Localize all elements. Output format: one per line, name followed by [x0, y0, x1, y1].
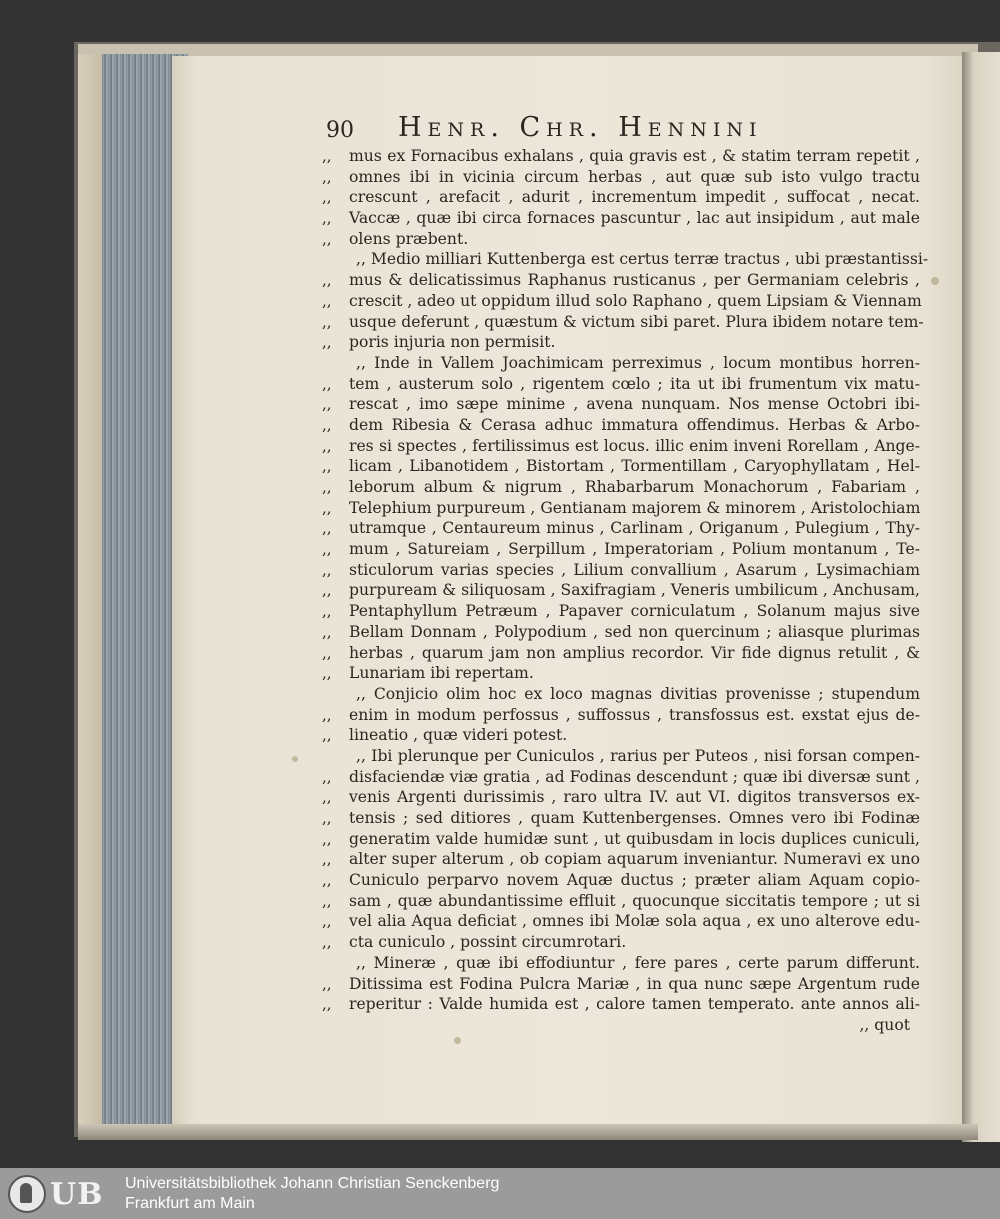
text-line [320, 622, 920, 643]
facing-page-edge [962, 52, 1000, 1142]
text-line [320, 643, 920, 664]
text-line [320, 187, 920, 208]
quotation-mark: ,, [322, 809, 332, 827]
line-text: tem , austerum solo , rigentem cœlo ; ita ut ibi frumentum vix matu- [349, 374, 920, 393]
quotation-mark: ,, [322, 415, 332, 434]
text-line [320, 312, 924, 333]
quotation-mark: ,, [322, 705, 332, 724]
line-text: enim in modum perfossus , suffossus , transfossus est. exstat ejus de- [349, 705, 920, 724]
quotation-mark: ,, [322, 602, 332, 621]
line-text: cta cuniculo , possint circumrotari. [349, 933, 627, 952]
quotation-mark: ,, [322, 291, 332, 310]
quotation-mark: ,, [322, 540, 332, 559]
line-text: disfaciendæ viæ gratia , ad Fodinas descendunt ; quæ ibi diversæ sunt , [349, 767, 920, 786]
text-line [320, 394, 920, 415]
text-line [320, 932, 920, 953]
quotation-mark: ,, [322, 850, 332, 869]
text-line [320, 994, 920, 1015]
line-text: omnes ibi in vicinia circum herbas , aut quæ sub isto vulgo tractu [349, 167, 920, 186]
line-text: crescunt , arefacit , adurit , incrementum impedit , suffocat , necat. [349, 188, 920, 207]
line-text: mus & delicatissimus Raphanus rusticanus , per Germaniam celebris , [349, 271, 920, 290]
quotation-mark: ,, [322, 457, 332, 476]
line-text: sticulorum varias species , Lilium convallium , Asarum , Lysimachiam [349, 560, 920, 579]
line-text: venis Argenti durissimis , raro ultra IV. aut VI. digitos transversos ex- [349, 788, 920, 807]
text-line [320, 663, 920, 684]
line-text: purpuream & siliquosam , Saxifragiam , Veneris umbilicum , Anchusam, [349, 581, 920, 600]
line-text: ,, Medio milliari Kuttenberga est certus terræ tractus , ubi præstantissi- [356, 250, 929, 269]
line-text: ,, Mineræ , quæ ibi effodiuntur , fere pares , certe parum differunt. [356, 953, 920, 972]
text-line [320, 374, 920, 395]
line-text: mum , Satureiam , Serpillum , Imperatoriam , Polium montanum , Te- [349, 540, 920, 559]
text-line [320, 146, 920, 167]
text-line [320, 518, 920, 539]
quotation-mark: ,, [322, 188, 332, 207]
line-text: ,, Inde in Vallem Joachimicam perreximus , locum montibus horren- [356, 353, 920, 372]
line-text: Bellam Donnam , Polypodium , sed non quercinum ; aliasque plurimas [349, 622, 920, 641]
line-text: alter super alterum , ob copiam aquarum inveniantur. Numeravi ex uno [349, 850, 920, 869]
text-line [320, 705, 920, 726]
quotation-mark: ,, [322, 560, 332, 579]
ub-logo[interactable] [8, 1174, 116, 1214]
book-bottom-edge [78, 1124, 978, 1140]
quotation-mark: ,, [322, 209, 332, 228]
text-line [320, 870, 920, 891]
text-line [320, 270, 920, 291]
line-text: Cuniculo perparvo novem Aquæ ductus ; præter aliam Aquam copio- [349, 871, 920, 890]
line-text: sam , quæ abundantissime effluit , quocunque siccitatis tempore ; ut si [349, 891, 920, 910]
line-text: Lunariam ibi repertam. [349, 664, 534, 683]
logo-text: UB [50, 1176, 104, 1212]
page-number: 90 [326, 118, 354, 143]
line-text: ,, Ibi plerunque per Cuniculos , rarius per Puteos , nisi forsan compen- [356, 746, 920, 765]
line-text: vel alia Aqua deficiat , omnes ibi Molæ sola aqua , ex uno alterove edu- [349, 912, 920, 931]
library-footer [0, 1168, 1000, 1219]
text-line [320, 167, 920, 188]
line-text: licam , Libanotidem , Bistortam , Tormentillam , Caryophyllatam , Hel- [349, 457, 920, 476]
paper-stain [931, 277, 939, 285]
text-line [320, 498, 920, 519]
line-text: lineatio , quæ videri potest. [349, 726, 568, 745]
line-text: Ditissima est Fodina Pulcra Mariæ , in qua nunc sæpe Argentum rude [349, 974, 920, 993]
text-line [320, 911, 920, 932]
quotation-mark: ,, [322, 167, 332, 186]
line-text: generatim valde humidæ sunt , ut quibusdam in locis duplices cuniculi, [349, 829, 920, 848]
quotation-mark: ,, [322, 726, 332, 745]
line-text: utramque , Centaureum minus , Carlinam , Origanum , Pulegium , Thy- [349, 519, 920, 538]
line-text: usque deferunt , quæstum & victum sibi paret. Plura ibidem notare tem- [349, 312, 924, 331]
line-text: ,, quot [859, 1015, 910, 1034]
line-text: rescat , imo sæpe minime , avena nunquam. Nos mense Octobri ibi- [349, 395, 920, 414]
line-text: res si spectes , fertilissimus est locus. illic enim inveni Rorellam , Ange- [349, 436, 920, 455]
quotation-mark: ,, [322, 436, 332, 455]
text-line [320, 436, 920, 457]
line-text: olens præbent. [349, 229, 469, 248]
text-line [320, 953, 920, 974]
paper-stain [454, 1037, 461, 1044]
quotation-mark: ,, [322, 767, 332, 786]
quotation-mark: ,, [322, 643, 332, 662]
line-text: reperitur : Valde humida est , calore tamen temperato. ante annos ali- [349, 995, 920, 1014]
text-line [320, 560, 920, 581]
text-line [320, 415, 920, 436]
institution-name: Universitätsbibliothek Johann Christian Senckenberg [125, 1175, 500, 1192]
text-line [320, 332, 920, 353]
text-line [320, 353, 920, 374]
text-line [320, 974, 920, 995]
text-line [320, 849, 920, 870]
line-text: Telephium purpureum , Gentianam majorem & minorem , Aristolochiam [349, 498, 921, 517]
catchword [320, 1015, 920, 1036]
text-line [320, 787, 920, 808]
text-line [320, 208, 920, 229]
senckenberg-seal-icon [8, 1175, 46, 1213]
line-text: leborum album & nigrum , Rhabarbarum Monachorum , Fabariam , [349, 478, 920, 496]
quotation-mark: ,, [322, 229, 332, 248]
quotation-mark: ,, [322, 995, 332, 1014]
line-text: Vaccæ , quæ ibi circa fornaces pascuntur , lac aut insipidum , aut male [349, 209, 920, 228]
paper-stain [292, 756, 298, 762]
running-header [326, 112, 906, 146]
quotation-mark: ,, [322, 333, 332, 352]
text-line [320, 891, 920, 912]
text-line [320, 291, 920, 312]
text-line [320, 767, 920, 788]
text-line [320, 229, 920, 250]
line-text: dem Ribesia & Cerasa adhuc immatura offendimus. Herbas & Arbo- [349, 415, 920, 434]
text-line [320, 539, 920, 560]
quotation-mark: ,, [322, 664, 332, 683]
quotation-mark: ,, [322, 519, 332, 538]
quotation-mark: ,, [322, 788, 332, 807]
quotation-mark: ,, [322, 498, 332, 517]
text-line [320, 601, 920, 622]
quotation-mark: ,, [322, 395, 332, 414]
quotation-mark: ,, [322, 871, 332, 890]
text-line [320, 249, 929, 270]
text-line [320, 746, 920, 767]
line-text: herbas , quarum jam non amplius recordor. Vir fide dignus retulit , & [349, 643, 920, 662]
quotation-mark: ,, [322, 622, 332, 641]
quotation-mark: ,, [322, 147, 332, 165]
line-text: tensis ; sed ditiores , quam Kuttenbergenses. Omnes vero ibi Fodinæ [349, 809, 920, 827]
quotation-mark: ,, [322, 478, 332, 496]
quotation-mark: ,, [322, 374, 332, 393]
quotation-mark: ,, [322, 271, 332, 290]
line-text: poris injuria non permisit. [349, 333, 556, 352]
text-line [320, 580, 920, 601]
quotation-mark: ,, [322, 974, 332, 993]
text-line [320, 456, 920, 477]
text-line [320, 725, 920, 746]
quotation-mark: ,, [322, 891, 332, 910]
institution-location: Frankfurt am Main [125, 1195, 255, 1212]
running-title: Henr. Chr. Hennini [398, 112, 763, 143]
quotation-mark: ,, [322, 581, 332, 600]
text-line [320, 808, 920, 829]
line-text: Pentaphyllum Petræum , Papaver corniculatum , Solanum majus sive [349, 602, 920, 621]
quotation-mark: ,, [322, 912, 332, 931]
quotation-mark: ,, [322, 312, 332, 331]
quotation-mark: ,, [322, 829, 332, 848]
line-text: crescit , adeo ut oppidum illud solo Raphano , quem Lipsiam & Viennam [349, 291, 922, 310]
line-text: mus ex Fornacibus exhalans , quia gravis est , & statim terram repetit , [349, 147, 920, 165]
line-text: ,, Conjicio olim hoc ex loco magnas divitias provenisse ; stupendum [356, 684, 920, 703]
text-line [320, 829, 920, 850]
body-text [320, 146, 929, 1036]
text-line [320, 477, 920, 498]
quotation-mark: ,, [322, 933, 332, 952]
text-line [320, 684, 920, 705]
